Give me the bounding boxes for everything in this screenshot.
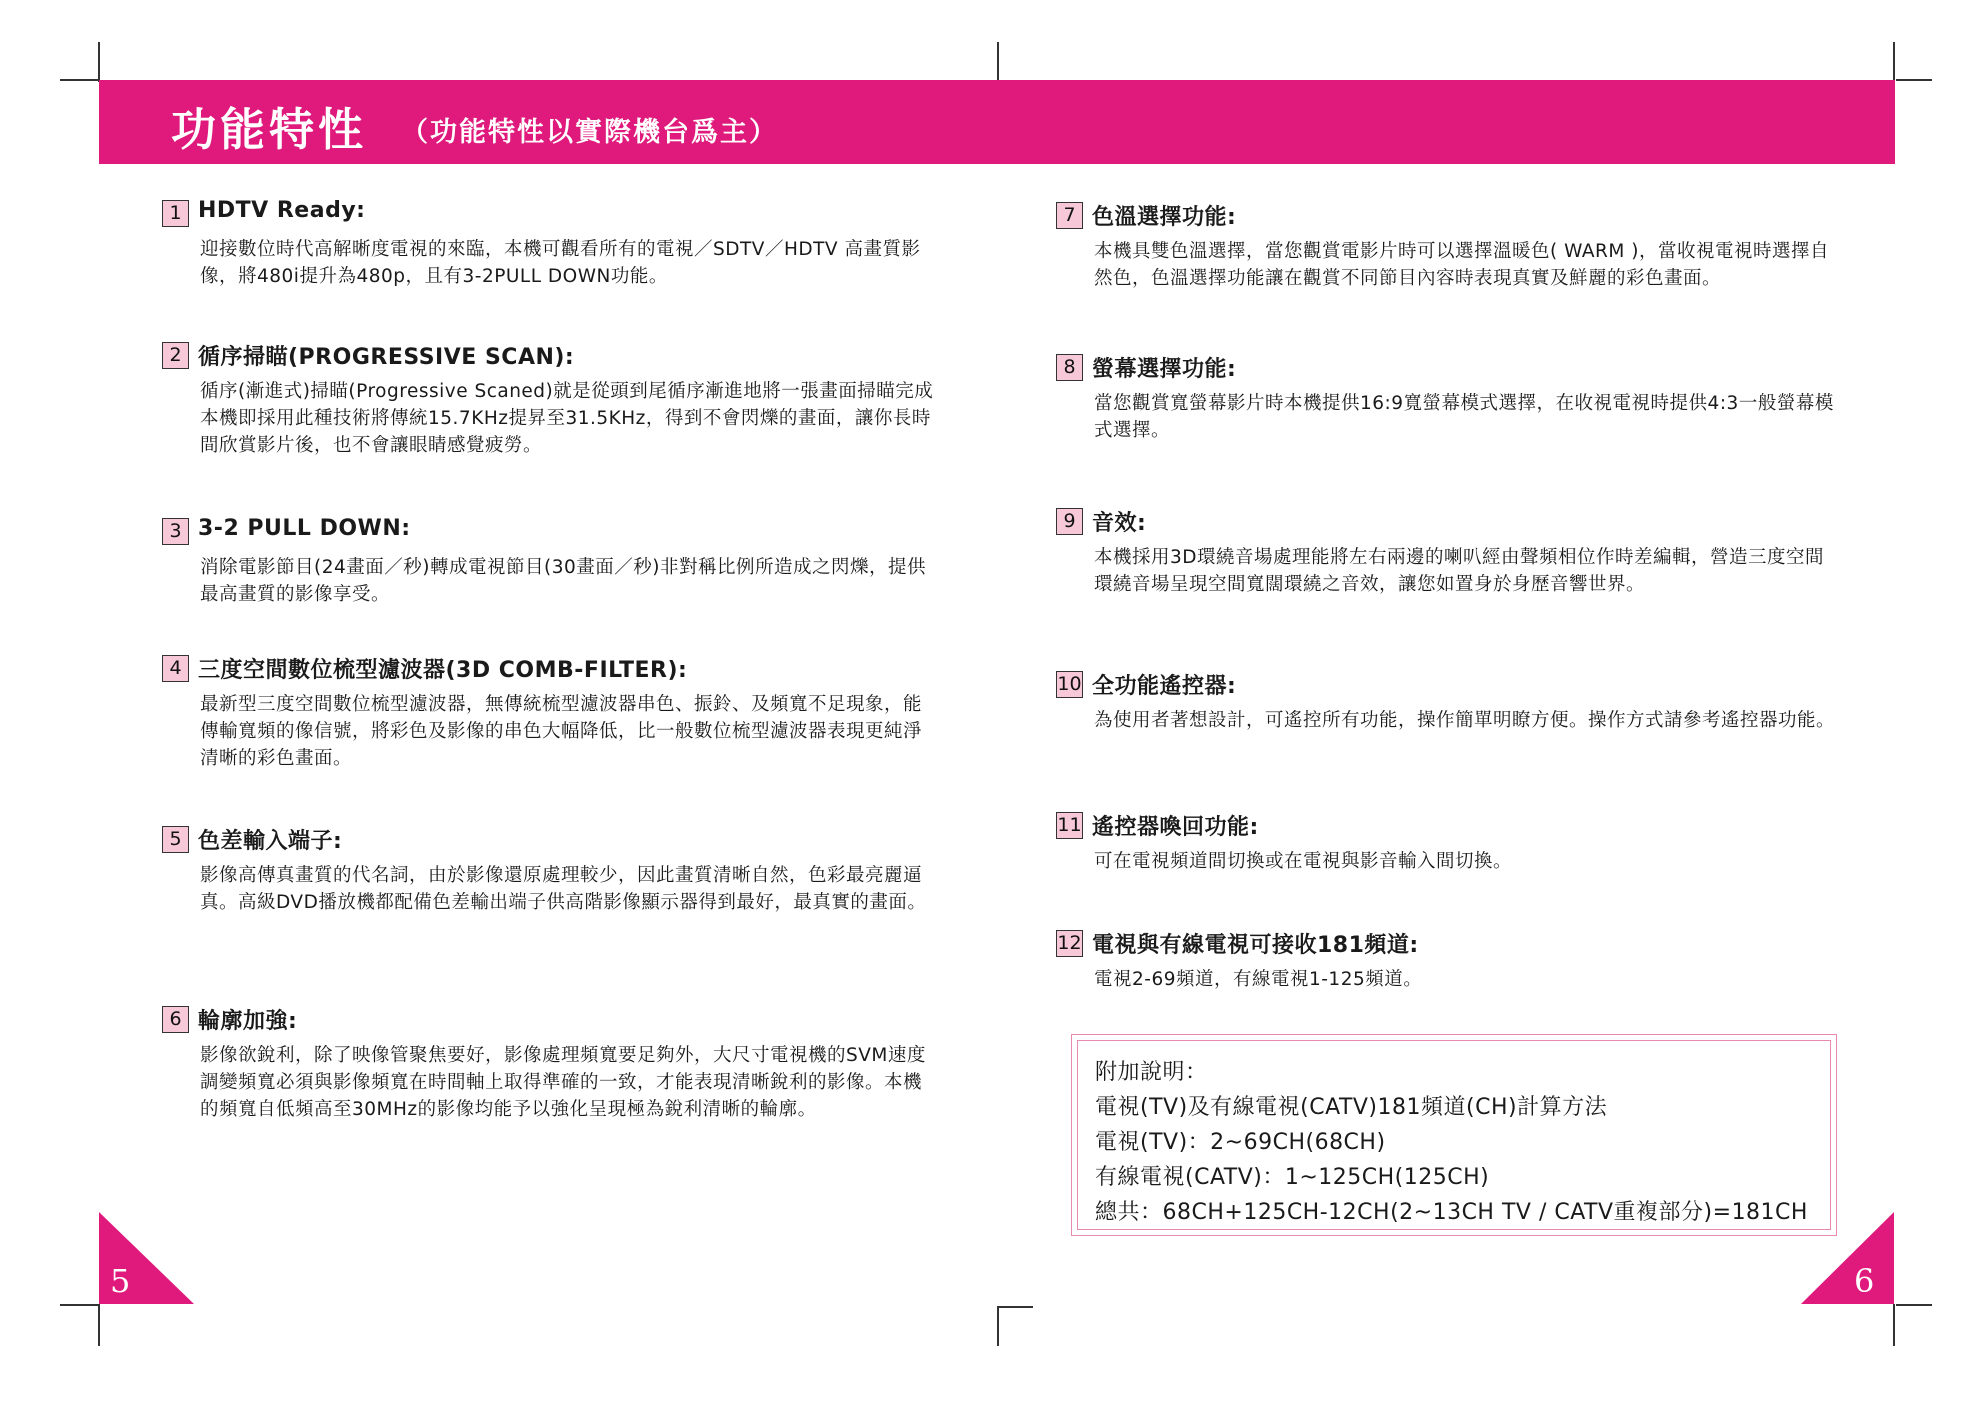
page-subtitle: （功能特性以實際機台爲主） — [401, 117, 778, 148]
page-number-left: 5 — [110, 1262, 131, 1300]
note-inner-frame — [1077, 1040, 1831, 1230]
crop-mark — [98, 1304, 100, 1346]
feature-title: 遙控器喚回功能: — [1092, 815, 1259, 840]
note-line: 電視(TV)：2~69CH(68CH) — [1095, 1130, 1386, 1155]
feature-number: 10 — [1056, 671, 1083, 698]
feature-description: 可在電視頻道間切換或在電視與影音輸入間切換。 — [1094, 851, 1513, 872]
feature-number: 9 — [1056, 508, 1083, 535]
feature-description: 為使用者著想設計，可遙控所有功能，操作簡單明瞭方便。操作方式請參考遙控器功能。 — [1094, 710, 1836, 731]
crop-mark — [60, 1304, 98, 1306]
feature-title: 循序掃瞄(PROGRESSIVE SCAN): — [198, 345, 575, 370]
page-title: 功能特性 — [171, 103, 368, 156]
crop-mark — [997, 1306, 999, 1346]
feature-title: 色溫選擇功能: — [1092, 205, 1237, 230]
note-line: 有線電視(CATV)：1~125CH(125CH) — [1095, 1165, 1490, 1190]
feature-title: 音效: — [1092, 511, 1147, 536]
feature-number: 8 — [1056, 354, 1083, 381]
feature-description: 本機具雙色溫選擇，當您觀賞電影片時可以選擇溫暖色( WARM )，當收視電視時選擇自然色，色溫選擇功能讓在觀賞不同節目內容時表現真實及鮮麗的彩色畫面。 — [1094, 241, 1829, 289]
feature-number: 1 — [162, 200, 189, 227]
feature-number: 7 — [1056, 202, 1083, 229]
header-banner — [99, 80, 1895, 164]
feature-title: 色差輸入端子: — [198, 829, 343, 854]
crop-mark — [1896, 79, 1932, 81]
crop-mark — [60, 79, 98, 81]
feature-number: 4 — [162, 655, 189, 682]
page-corner-right — [1801, 1212, 1894, 1304]
feature-title: 三度空間數位梳型濾波器(3D COMB-FILTER): — [198, 658, 688, 683]
feature-description: 循序(漸進式)掃瞄(Progressive Scaned)就是從頭到尾循序漸進地將一張畫面掃瞄完成本機即採用此種技術將傳統15.7KHz提昇至31.5KHz，得到不會閃爍的畫面，讓你長時間欣賞影片後，也不會讓眼睛感覺疲勞。 — [200, 381, 934, 456]
feature-description: 當您觀賞寬螢幕影片時本機提供16:9寬螢幕模式選擇，在收視電視時提供4:3一般螢幕模式選擇。 — [1094, 393, 1834, 441]
feature-title: HDTV Ready: — [198, 198, 366, 223]
feature-title: 螢幕選擇功能: — [1092, 357, 1237, 382]
page-number-right: 6 — [1854, 1262, 1875, 1300]
feature-title: 輪廓加強: — [198, 1009, 298, 1034]
feature-title: 全功能遙控器: — [1092, 674, 1237, 699]
feature-description: 影像欲銳利，除了映像管聚焦要好，影像處理頻寬要足夠外，大尺寸電視機的SVM速度調變頻寬必須與影像頻寬在時間軸上取得準確的一致，才能表現清晰銳利的影像。本機的頻寬自低頻高至30MHz的影像均能予以強化呈現極為銳利清晰的輪廓。 — [200, 1045, 926, 1120]
feature-number: 5 — [162, 826, 189, 853]
feature-number: 2 — [162, 342, 189, 369]
crop-mark — [1893, 1304, 1895, 1346]
note-line: 總共：68CH+125CH-12CH(2~13CH TV / CATV重複部分)=181CH — [1095, 1200, 1808, 1225]
crop-mark — [997, 42, 999, 82]
feature-description: 本機採用3D環繞音場處理能將左右兩邊的喇叭經由聲頻相位作時差編輯，營造三度空間環繞音場呈現空間寬闊環繞之音效，讓您如置身於身歷音響世界。 — [1094, 547, 1825, 595]
crop-mark — [1893, 42, 1895, 82]
feature-description: 消除電影節目(24畫面／秒)轉成電視節目(30畫面／秒)非對稱比例所造成之閃爍，提供最高畫質的影像享受。 — [200, 557, 926, 605]
feature-title: 3-2 PULL DOWN: — [198, 516, 411, 541]
crop-mark — [997, 1306, 1033, 1308]
feature-title: 電視與有線電視可接收181頻道: — [1092, 933, 1419, 958]
crop-mark — [1896, 1304, 1932, 1306]
crop-mark — [98, 42, 100, 82]
feature-number: 12 — [1056, 930, 1083, 957]
note-heading: 附加說明： — [1095, 1060, 1208, 1085]
feature-description: 迎接數位時代高解晰度電視的來臨，本機可觀看所有的電視／SDTV／HDTV 高畫質影像，將480i提升為480p，且有3-2PULL DOWN功能。 — [200, 239, 921, 287]
supplementary-note-box — [1071, 1034, 1837, 1236]
feature-description: 電視2-69頻道，有線電視1-125頻道。 — [1094, 969, 1423, 990]
feature-number: 3 — [162, 518, 189, 545]
note-line: 電視(TV)及有線電視(CATV)181頻道(CH)計算方法 — [1095, 1095, 1608, 1120]
feature-number: 6 — [162, 1006, 189, 1033]
feature-description: 最新型三度空間數位梳型濾波器，無傳統梳型濾波器串色、振鈴、及頻寬不足現象，能傳輸寬頻的像信號，將彩色及影像的串色大幅降低，比一般數位梳型濾波器表現更純淨清晰的彩色畫面。 — [200, 694, 923, 769]
feature-description: 影像高傳真畫質的代名詞，由於影像還原處理較少，因此畫質清晰自然，色彩最亮麗逼真。高級DVD播放機都配備色差輸出端子供高階影像顯示器得到最好，最真實的畫面。 — [200, 865, 927, 913]
feature-number: 11 — [1056, 812, 1083, 839]
